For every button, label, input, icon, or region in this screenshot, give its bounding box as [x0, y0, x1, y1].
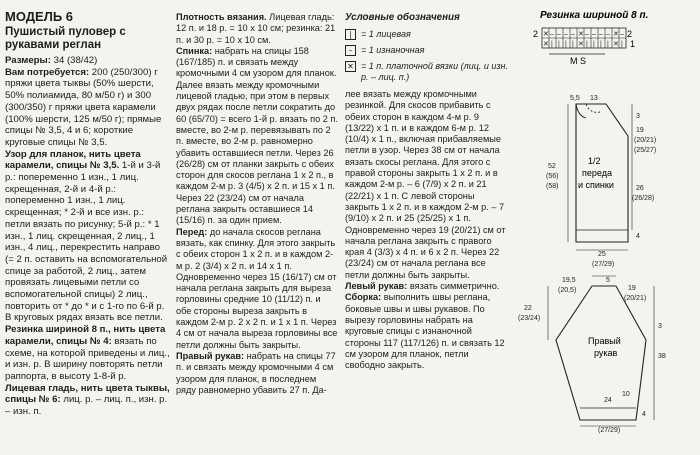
front-label: 1/2 — [588, 156, 601, 166]
legend-text: = 1 лицевая — [361, 29, 411, 39]
svg-text:–: – — [571, 31, 575, 38]
dim-label: 5,5 — [570, 95, 580, 102]
dim-label: 3 — [636, 113, 640, 120]
garter-symbol-icon: ✕ — [345, 61, 356, 72]
dim-label: 24 — [604, 397, 612, 404]
paragraph — [5, 67, 171, 149]
legend-item — [345, 61, 508, 83]
svg-text:✕: ✕ — [543, 31, 549, 38]
column-1 — [5, 0, 171, 418]
legend-text: = 1 изнаночная — [361, 45, 425, 55]
paragraph — [5, 55, 171, 67]
legend-item — [345, 29, 508, 40]
front-label: переда — [582, 168, 612, 178]
knit-symbol-icon: | — [345, 29, 356, 40]
dim-label: 10 — [622, 391, 630, 398]
column-3 — [345, 0, 508, 371]
svg-text:✕: ✕ — [543, 41, 549, 48]
svg-text:–: – — [606, 31, 610, 38]
paragraph-heading: Размеры: — [5, 55, 51, 66]
legend-text: = 1 п. платочной вязки (лиц. и изн. р. – лиц. п.) — [361, 61, 508, 82]
row-label: 2 — [533, 29, 539, 39]
sleeve-label: Правый — [588, 336, 621, 346]
paragraph-heading: Плотность вязания. — [176, 12, 267, 22]
dim-label: 22 — [524, 305, 532, 312]
svg-text:✕: ✕ — [578, 31, 584, 38]
sleeve-label: рукав — [594, 348, 618, 358]
svg-text:|: | — [572, 41, 574, 48]
dim-label: 4 — [636, 233, 640, 240]
paragraph-heading: Сборка: — [345, 292, 382, 303]
rib-chart — [520, 6, 698, 68]
dim-label: 19 — [636, 127, 644, 134]
row-label: 1 — [630, 39, 636, 49]
svg-text:–: – — [592, 31, 596, 38]
dim-label: (23/24) — [518, 315, 541, 322]
paragraph-heading: Лицевая гладь, нить цвета тыквы, спицы № 6: — [5, 382, 170, 406]
svg-text:–: – — [599, 31, 603, 38]
svg-text:|: | — [600, 41, 602, 48]
paragraph-text: набрать на спицы 77 п. и связать между кромочными 4 см узором для планок, в последнем ряду равномерно убавить 27 п. Да- — [176, 350, 336, 395]
paragraph-heading: Узор для планок, нить цвета карамели, спицы № 3,5. — [5, 148, 141, 172]
dim-label: 38 — [658, 353, 666, 360]
legend — [345, 12, 508, 83]
dim-label: 4 — [642, 411, 646, 418]
paragraph-text: набрать на спицы 158 (167/185) п. и связать между кромочными 4 см узором для планок. Далее вязать между кромочными лицевой гладью, при этом в первых двух рядах после петли сократить до 60 (65/70) = всего 1-й р. вязать по 2 п. вместе, во 2-м р. перевязывать по 2 п. вместе, во 2-м р. равномерно убавить оставшиеся петли. Через 26 (26/28) см от планки закрыть с обеих сторон для скосов реглана 1 х 2 п., в каждом 2-м р. 3 (4/5) х 2 п. и 15 х 1 п. Через 22 (23/24) см от начала реглана закрыть оставшиеся 14 (15/16) п. за один прием. — [176, 45, 338, 226]
svg-text:|: | — [558, 41, 560, 48]
paragraph — [345, 292, 508, 371]
dim-label: (26/28) — [632, 195, 655, 202]
svg-text:–: – — [557, 31, 561, 38]
dim-label: (25/27) — [634, 147, 657, 154]
dim-label: (20/21) — [634, 137, 657, 144]
svg-text:|: | — [565, 41, 567, 48]
svg-text:✕: ✕ — [613, 41, 619, 48]
purl-symbol-icon: – — [345, 45, 356, 56]
dim-label: (20,5) — [558, 287, 577, 294]
paragraph-heading: Левый рукав: — [345, 281, 408, 292]
dim-label: 19,5 — [562, 277, 576, 284]
dim-label: 13 — [590, 95, 598, 102]
svg-text:|: | — [551, 41, 553, 48]
dim-label: (56) — [546, 173, 559, 180]
sleeve-pattern-diagram — [518, 272, 698, 442]
svg-text:–: – — [550, 31, 554, 38]
paragraph-heading: Вам потребуется: — [5, 66, 90, 78]
paragraph-text: вязать симметрично. — [407, 281, 500, 292]
dim-label: 52 — [548, 163, 556, 170]
dim-label: (27/29) — [592, 261, 615, 268]
svg-text:–: – — [620, 31, 624, 38]
paragraph-heading: Правый рукав: — [176, 350, 245, 361]
rapport-label: M S — [570, 56, 587, 66]
paragraph-text: 200 (250/300) г пряжи цвета тыквы (50% шерсти, 50% полиамида, 80 м/50 г) и 300 (300/350) г пряжи цвета карамели (100% шерсти, 125 м/50 г); прямые спицы № 3,5, 4 и 6; короткие круговые спицы № 3,5. — [5, 66, 162, 148]
paragraph-text: 1-й и 3-й р.: попеременно 1 изн., 1 лиц. скрещенная, 2-й и 4-й р.: попеременно 1 изн., 1 лиц. скрещенная; * 2-й и все изн. р.: петли вязать по рисунку; 5-й р.: * 1 изн., 1 лиц. скрещенная, 2 лиц., 1 изн., 4 лиц., перекрестить направо (= 2 п. оставить на вспомогательной спице за работой, 2 лиц., затем провязать лицевыми петли со вспомогательной спицы) 2 лиц., повторить от * до * и с 1-го по 6-й р. В круговых рядах вязать все петли. — [5, 160, 168, 324]
model-title: МОДЕЛЬ 6 — [5, 9, 74, 24]
paragraph — [345, 281, 508, 292]
dim-label: 5 — [606, 277, 610, 284]
svg-text:|: | — [593, 41, 595, 48]
paragraph-text: лиц. р. – лиц. п., изн. р. – изн. п. — [5, 394, 168, 418]
svg-text:✕: ✕ — [613, 31, 619, 38]
paragraph — [5, 149, 171, 325]
svg-text:–: – — [564, 31, 568, 38]
front-label: и спинки — [578, 180, 614, 190]
paragraph-text: до начала скосов реглана вязать, как спинку. Для этого закрыть с обеих сторон 1 х 2 п. и в каждом 2-м р. 2 (3/4) х 2 п. и 14 х 1 п. Одновременно через 15 (16/17) см от начала реглана закрыть для выреза горловины средние 10 (11/12) п. и обе стороны выреза закрыть в каждом 2-м р. 2 х 2 п. и 1 х 1 п. Через 4 см от начала выреза горловины все петли должны быть закрыты. — [176, 226, 338, 350]
dim-label: (20/21) — [624, 295, 647, 302]
svg-text:|: | — [586, 41, 588, 48]
dim-label: (27/29) — [598, 427, 621, 434]
paragraph — [176, 351, 338, 396]
paragraph — [5, 383, 171, 418]
paragraph — [176, 12, 338, 46]
paragraph-text: лее вязать между кромочными резинкой. Для скосов прибавить с обеих сторон в каждом 4-м р. 9 (13/22) х 1 п. и в каждом 6-м р. 12 (10/4) х 1 п., включая прибавляемые петли в узор. Через 38 см от начала вязать скосы реглана. Для этого с правой стороны закрыть 1 х 2 п. и в каждом 2-м р. – 6 (7/9) х 2 п. и 21 (22/21) х 1 п. С левой стороны закрыть 1 х 2 п. и в каждом 2-м р. – 7 (9/10) х 2 п. и 25 (25/25) х 1 п. Одновременно через 19 (20/21) см от начала реглана закрыть с правого края 4 (3/3) х 4 п. и 6 х 2 п. Через 22 (23/24) см от начала реглана все петли должны быть закрыты. — [345, 89, 506, 280]
dim-label: (58) — [546, 183, 559, 190]
column-2 — [176, 12, 338, 396]
svg-text:|: | — [607, 41, 609, 48]
paragraph-text: выполнить швы реглана, боковые швы и швы рукавов. По вырезу горловины набрать на круговые спицы с изнаночной стороны 117 (117/126) п. и связать 12 см узором для планок, петли свободно закрыть. — [345, 292, 505, 371]
model-subtitle: Пушистый пуловер с рукавами реглан — [5, 26, 126, 51]
legend-item — [345, 45, 508, 56]
paragraph-text: вязать по схеме, на которой приведены и лиц., и изн. р. В ширину повторять петли раппорта, в высоту 1-8-й р. — [5, 335, 170, 382]
paragraph — [345, 89, 508, 281]
dim-label: 3 — [658, 323, 662, 330]
paragraph-text: 34 (38/42) — [50, 55, 98, 66]
paragraph-heading: Перед: — [176, 226, 208, 237]
chart-grid — [542, 28, 626, 48]
svg-text:–: – — [585, 31, 589, 38]
dim-label: 26 — [636, 185, 644, 192]
row-label: 2 — [627, 29, 633, 39]
paragraph — [176, 46, 338, 227]
svg-text:|: | — [621, 41, 623, 48]
front-pattern-diagram — [518, 90, 698, 290]
svg-text:✕: ✕ — [578, 41, 584, 48]
col3-text — [345, 89, 508, 371]
rib-chart-title: Резинка шириной 8 п. — [540, 10, 649, 21]
dim-label: 19 — [628, 285, 636, 292]
dim-label: 25 — [598, 251, 606, 258]
paragraph-heading: Спинка: — [176, 45, 213, 56]
paragraph-text: Лицевая гладь: 12 п. и 18 р. = 10 х 10 см; резинка: 21 п. и 30 р. = 10 х 10 см. — [176, 12, 336, 45]
paragraph-heading: Резинка шириной 8 п., нить цвета карамели, спицы № 4: — [5, 324, 166, 347]
paragraph — [176, 227, 338, 351]
legend-title: Условные обозначения — [345, 12, 460, 23]
paragraph — [5, 324, 171, 383]
